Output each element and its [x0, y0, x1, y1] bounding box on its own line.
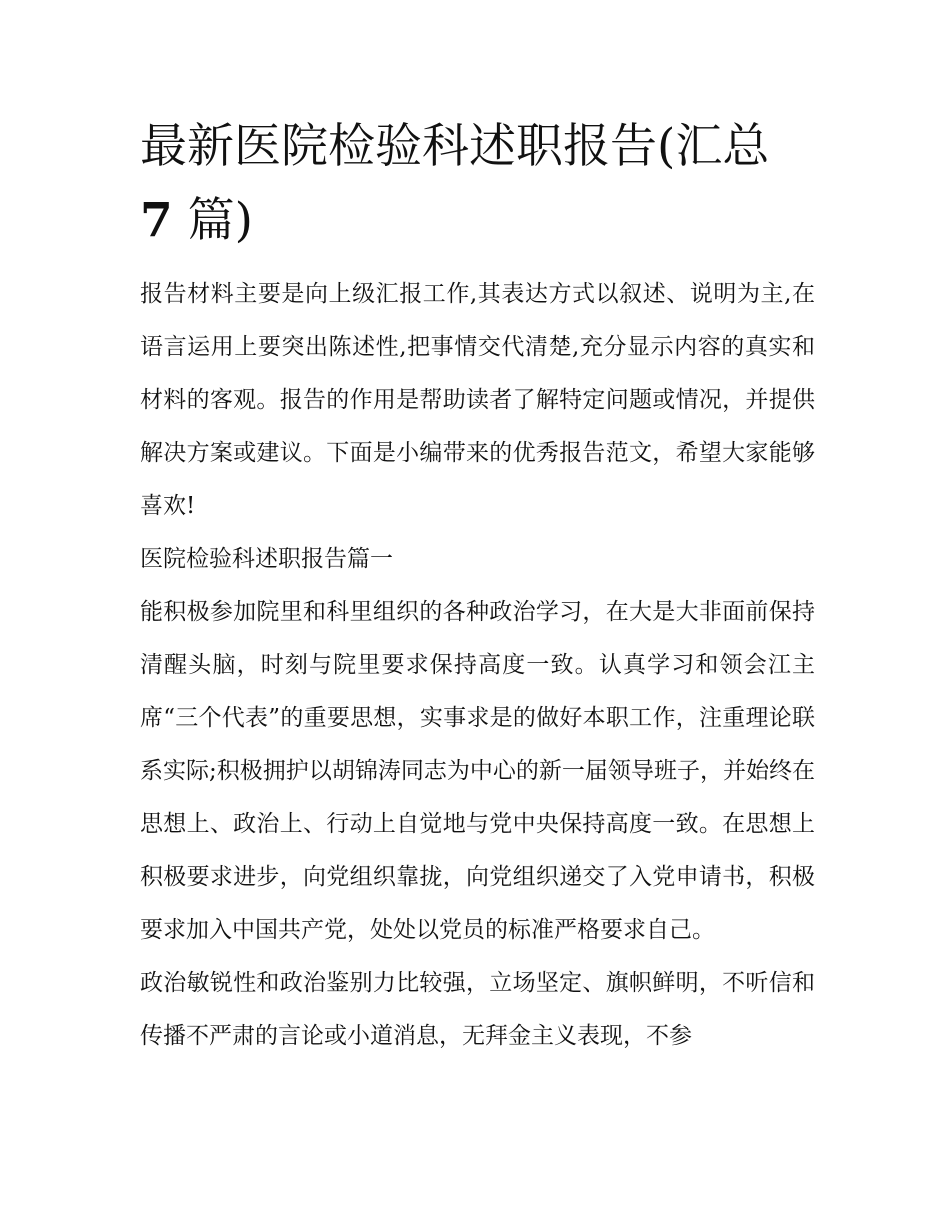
document-title	[140, 110, 815, 258]
document-body	[140, 110, 815, 1063]
title-number: 7	[140, 193, 173, 248]
body-paragraph-1: 能积极参加院里和科里组织的各种政治学习，在大是大非面前保持清醒头脑，时刻与院里要求保持高度一致。认真学习和领会江主席“三个代表”的重要思想，实事求是的做好本职工作，注重理论联系实际;积极拥护以胡锦涛同志为中心的新一届领导班子，并始终在思想上、政治上、行动上自觉地与党中央保持高度一致。在思想上积极要求进步，向党组织靠拢，向党组织递交了入党申请书，积极要求加入中国共产党，处处以党员的标准严格要求自己。	[140, 599, 815, 943]
title-line-1: 最新医院检验科述职报告(汇总	[140, 119, 770, 174]
intro-paragraph: 报告材料主要是向上级汇报工作,其表达方式以叙述、说明为主,在语言运用上要突出陈述性,把事情交代清楚,充分显示内容的真实和材料的客观。报告的作用是帮助读者了解特定问题或情况，并提供解决方案或建议。下面是小编带来的优秀报告范文，希望大家能够喜欢!	[140, 281, 815, 519]
body-paragraph-2: 政治敏锐性和政治鉴别力比较强，立场坚定、旗帜鲜明，不听信和传播不严肃的言论或小道消息，无拜金主义表现，不参	[140, 970, 815, 1049]
title-line-2-rest: 篇)	[172, 193, 253, 248]
section-heading: 医院检验科述职报告篇一	[140, 546, 393, 572]
